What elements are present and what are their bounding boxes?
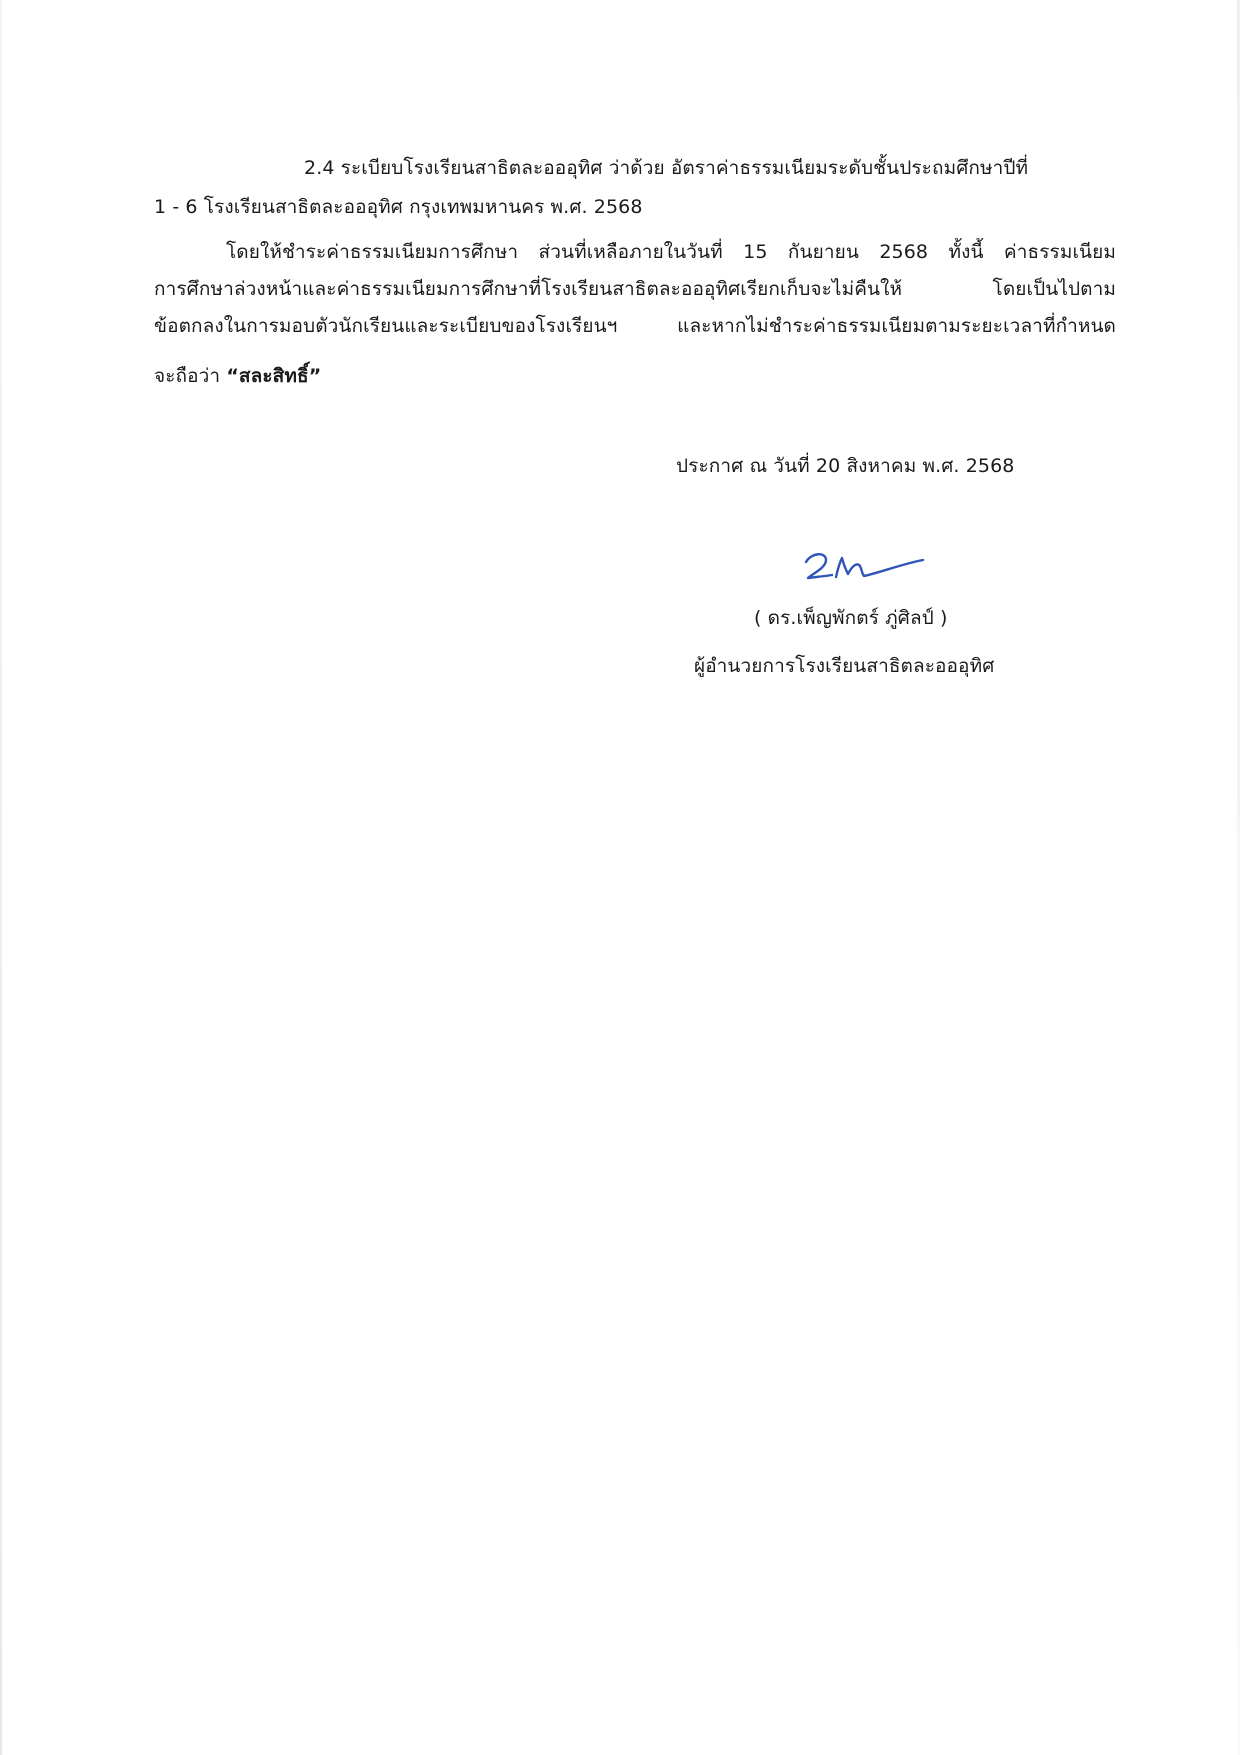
paragraph-line-3: ข้อตกลงในการมอบตัวนักเรียนและระเบียบของโรงเรียนฯ และหากไม่ชำระค่าธรรมเนียมตามระยะเวลาที่กำหนด xyxy=(154,315,1116,337)
paragraph-line-4 xyxy=(154,362,321,390)
scan-edge-left xyxy=(0,0,2,1755)
paragraph-line-4-prefix: จะถือว่า xyxy=(154,365,227,387)
clause-line-2: 1 - 6 โรงเรียนสาธิตละอออุทิศ กรุงเทพมหานคร พ.ศ. 2568 xyxy=(154,196,643,218)
forfeit-emphasis: “สละสิทธิ์” xyxy=(226,365,322,387)
paragraph-line-1: โดยให้ชำระค่าธรรมเนียมการศึกษา ส่วนที่เหลือภายในวันที่ 15 กันยายน 2568 ทั้งนี้ ค่าธรรมเนียม xyxy=(226,241,1116,263)
signature-icon xyxy=(802,548,927,584)
paragraph-line-2: การศึกษาล่วงหน้าและค่าธรรมเนียมการศึกษาที่โรงเรียนสาธิตละอออุทิศเรียกเก็บจะไม่คืนให้ โดยเป็นไปตาม xyxy=(154,278,1116,300)
signatory-name: ( ดร.เพ็ญพักตร์ ภู่ศิลป์ ) xyxy=(754,607,948,629)
announcement-date: ประกาศ ณ วันที่ 20 สิงหาคม พ.ศ. 2568 xyxy=(676,455,1015,477)
signatory-position: ผู้อำนวยการโรงเรียนสาธิตละอออุทิศ xyxy=(694,655,995,677)
clause-line-1: 2.4 ระเบียบโรงเรียนสาธิตละอออุทิศ ว่าด้วย อัตราค่าธรรมเนียมระดับชั้นประถมศึกษาปีที่ xyxy=(304,157,1029,179)
